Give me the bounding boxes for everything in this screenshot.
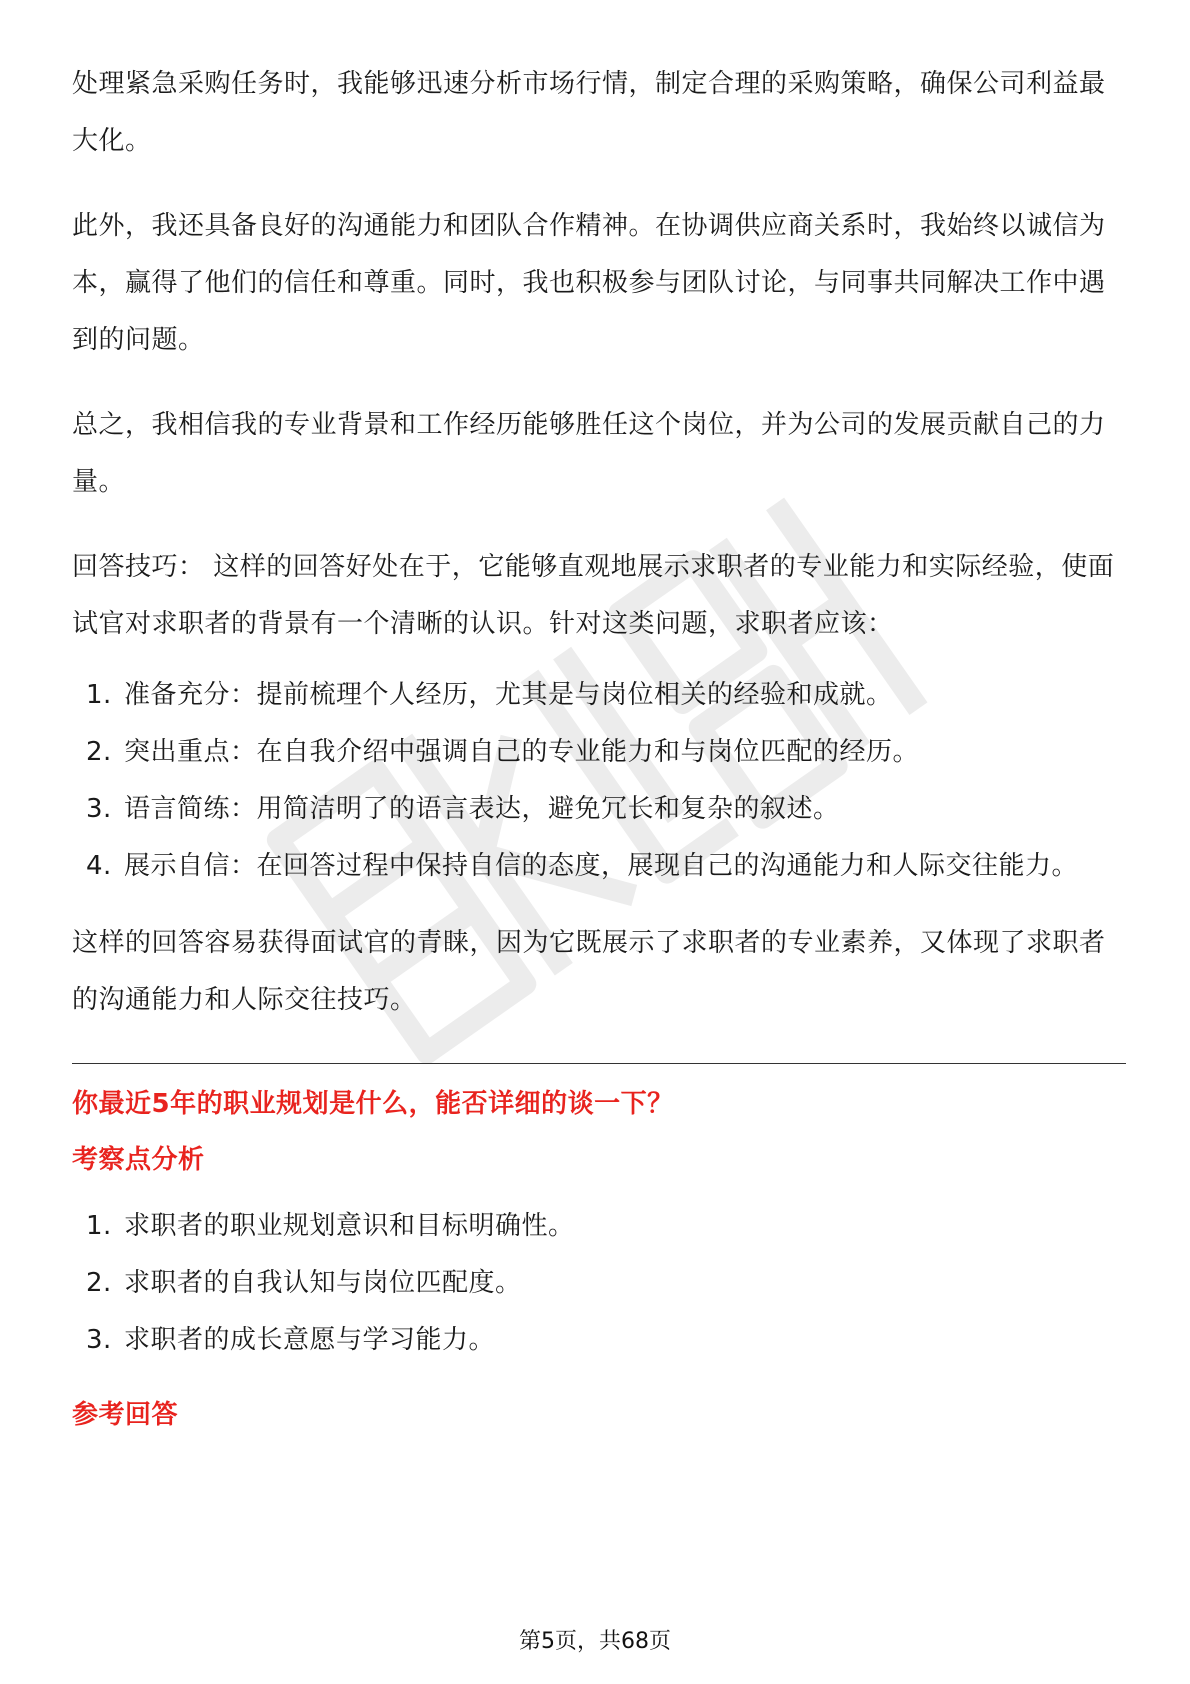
tips-list xyxy=(72,667,1126,895)
list-number: 4. xyxy=(86,851,112,881)
analysis-list xyxy=(72,1198,1126,1369)
main-content xyxy=(72,56,1126,1443)
list-item xyxy=(72,667,1126,724)
list-text: 突出重点：在自我介绍中强调自己的专业能力和与岗位匹配的经历。 xyxy=(124,737,920,767)
paragraph-summary: 总之，我相信我的专业背景和工作经历能够胜任这个岗位，并为公司的发展贡献自己的力量。 xyxy=(72,410,1106,497)
list-item xyxy=(72,724,1126,781)
list-number: 2. xyxy=(86,737,112,767)
list-number: 3. xyxy=(86,1325,112,1355)
list-text: 展示自信：在回答过程中保持自信的态度，展现自己的沟通能力和人际交往能力。 xyxy=(124,851,1079,881)
list-item xyxy=(72,1312,1126,1369)
page-number-footer: 第5页，共68页 xyxy=(519,1629,671,1654)
list-item xyxy=(72,838,1126,895)
list-text: 求职者的职业规划意识和目标明确性。 xyxy=(124,1211,575,1241)
paragraph-conclusion: 这样的回答容易获得面试官的青睐，因为它既展示了求职者的专业素养，又体现了求职者的沟通能力和人际交往技巧。 xyxy=(72,928,1106,1015)
reference-answer-heading: 参考回答 xyxy=(72,1400,179,1430)
list-number: 1. xyxy=(86,1211,112,1241)
analysis-heading: 考察点分析 xyxy=(72,1145,205,1175)
list-text: 语言简练：用简洁明了的语言表达，避免冗长和复杂的叙述。 xyxy=(124,794,840,824)
list-text: 求职者的自我认知与岗位匹配度。 xyxy=(124,1268,522,1298)
section-divider xyxy=(72,1063,1126,1064)
list-text: 求职者的成长意愿与学习能力。 xyxy=(124,1325,496,1355)
list-item xyxy=(72,1198,1126,1255)
list-item xyxy=(72,1255,1126,1312)
list-text: 准备充分：提前梳理个人经历，尤其是与岗位相关的经验和成就。 xyxy=(124,680,893,710)
list-number: 3. xyxy=(86,794,112,824)
list-number: 2. xyxy=(86,1268,112,1298)
list-number: 1. xyxy=(86,680,112,710)
paragraph-procurement: 处理紧急采购任务时，我能够迅速分析市场行情，制定合理的采购策略，确保公司利益最大化。 xyxy=(72,69,1106,156)
question-heading: 你最近5年的职业规划是什么，能否详细的谈一下？ xyxy=(72,1089,674,1119)
paragraph-communication: 此外，我还具备良好的沟通能力和团队合作精神。在协调供应商关系时，我始终以诚信为本，赢得了他们的信任和尊重。同时，我也积极参与团队讨论，与同事共同解决工作中遇到的问题。 xyxy=(72,211,1106,355)
list-item xyxy=(72,781,1126,838)
paragraph-answer-tips: 回答技巧： 这样的回答好处在于，它能够直观地展示求职者的专业能力和实际经验，使面试官对求职者的背景有一个清晰的认识。针对这类问题，求职者应该： xyxy=(72,552,1115,639)
